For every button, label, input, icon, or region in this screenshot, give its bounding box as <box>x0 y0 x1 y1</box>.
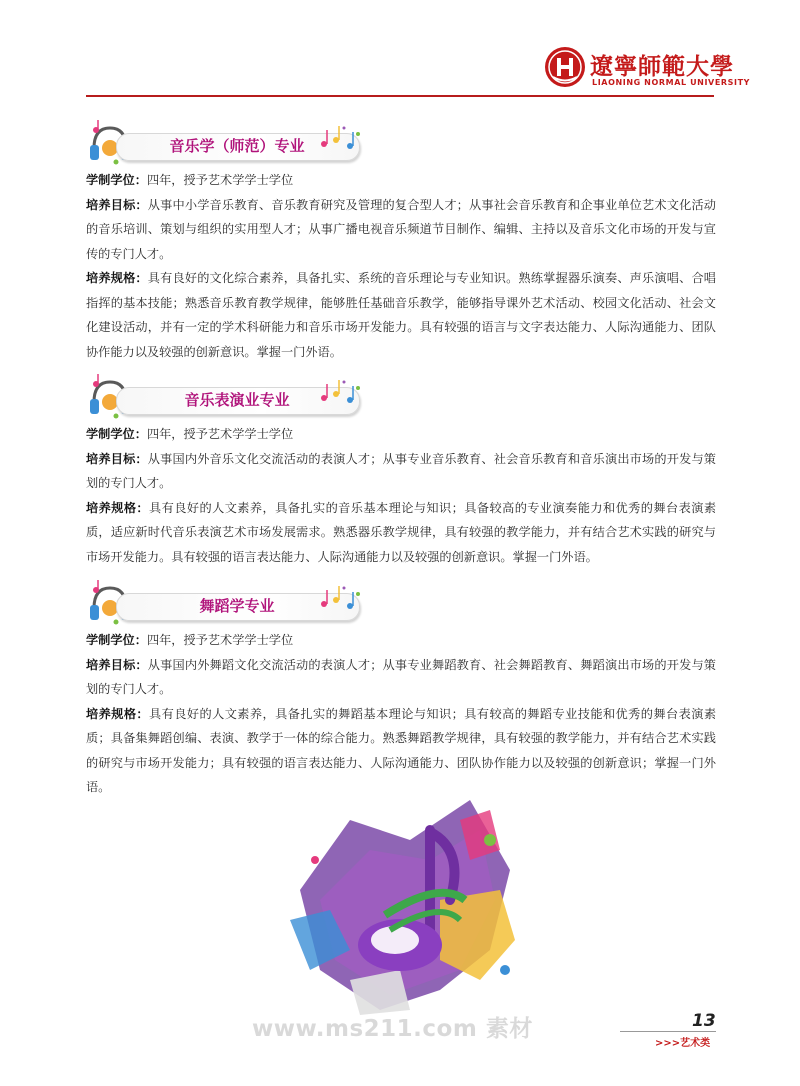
music-note-splash-illustration <box>290 780 520 1020</box>
degree-line: 学制学位：四年，授予艺术学学士学位 <box>86 427 294 441</box>
header-divider <box>86 95 714 97</box>
section-music-performance <box>86 372 716 569</box>
section-banner <box>86 118 716 168</box>
watermark-text: www.ms211.com 素材 <box>252 1016 533 1042</box>
university-name-en: LIAONING NORMAL UNIVERSITY <box>592 78 751 87</box>
footer-category: >>>艺术类 <box>655 1038 711 1049</box>
section-dance <box>86 578 716 800</box>
section-title: 舞蹈学专业 <box>199 597 275 615</box>
page-header <box>0 0 800 100</box>
music-notes-icon <box>314 580 364 614</box>
goal-paragraph: 培养目标：从事国内外舞蹈文化交流活动的表演人才；从事专业舞蹈教育、社会舞蹈教育、舞蹈演出市场的开发与策划的专门人才。 <box>86 657 716 696</box>
degree-line: 学制学位：四年，授予艺术学学士学位 <box>86 633 294 647</box>
university-seal-logo <box>544 46 586 88</box>
page-number: 13 <box>692 1011 716 1031</box>
music-notes-icon <box>314 120 364 154</box>
spec-paragraph: 培养规格：具有良好的文化综合素养，具备扎实、系统的音乐理论与专业知识。熟练掌握器乐演奏、声乐演唱、合唱指挥的基本技能；熟悉音乐教育教学规律，能够胜任基础音乐教学，能够指导课外艺术活动、校园文化活动、社会文化建设活动，并有一定的学术科研能力和音乐市场开发能力。具有较强的语言与文字表达能力、人际沟通能力、团队协作能力以及较强的创新意识。掌握一门外语。 <box>86 271 716 359</box>
section-music-education <box>86 118 716 364</box>
degree-line: 学制学位：四年，授予艺术学学士学位 <box>86 173 294 187</box>
section-title: 音乐学（师范）专业 <box>169 137 305 155</box>
goal-paragraph: 培养目标：从事国内外音乐文化交流活动的表演人才；从事专业音乐教育、社会音乐教育和音乐演出市场的开发与策划的专门人才。 <box>86 451 716 490</box>
university-name-cn: 遼寧師範大學 <box>590 53 734 80</box>
goal-paragraph: 培养目标：从事中小学音乐教育、音乐教育研究及管理的复合型人才；从事社会音乐教育和企事业单位艺术文化活动的音乐培训、策划与组织的实用型人才；从事广播电视音乐频道节目制作、编辑、主持以及音乐文化市场的开发与宣传的专门人才。 <box>86 197 716 261</box>
spec-paragraph: 培养规格：具有良好的人文素养，具备扎实的音乐基本理论与知识；具备较高的专业演奏能力和优秀的舞台表演素质，适应新时代音乐表演艺术市场发展需求。熟悉器乐教学规律，具有较强的教学能力，并有结合艺术实践的研究与市场开发能力。具有较强的语言表达能力、人际沟通能力以及较强的创新意识。掌握一门外语。 <box>86 500 717 564</box>
footer-divider <box>620 1031 716 1032</box>
music-notes-icon <box>314 374 364 408</box>
section-banner <box>86 372 716 422</box>
section-title: 音乐表演业专业 <box>184 391 290 409</box>
section-banner <box>86 578 716 628</box>
spec-paragraph: 培养规格：具有良好的人文素养，具备扎实的舞蹈基本理论与知识；具有较高的舞蹈专业技能和优秀的舞台表演素质；具备集舞蹈创编、表演、教学于一体的综合能力。熟悉舞蹈教学规律，具有较强的教学能力，并有结合艺术实践的研究与市场开发能力；具有较强的语言表达能力、人际沟通能力、团队协作能力以及较强的创新意识；掌握一门外语。 <box>86 706 717 794</box>
